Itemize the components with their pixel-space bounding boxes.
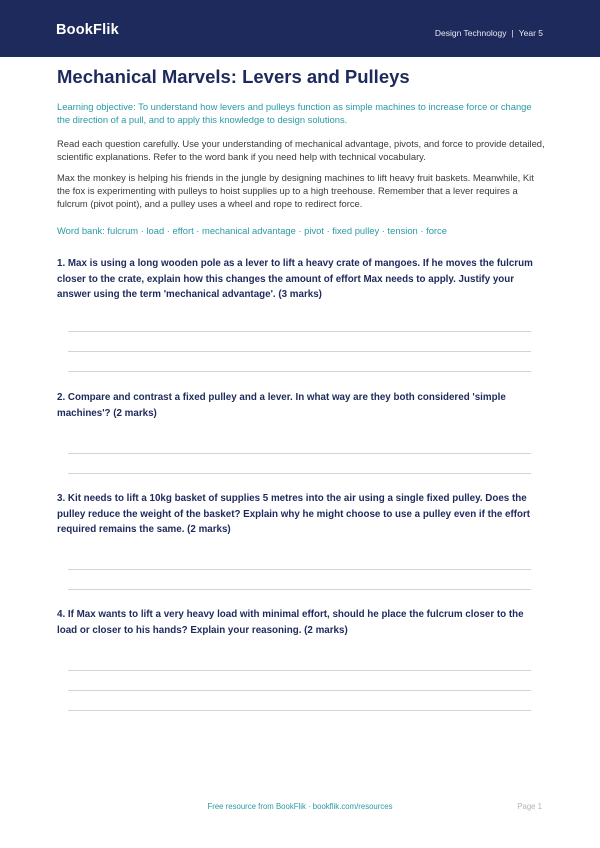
answer-line[interactable]: [68, 473, 531, 474]
story-paragraph: Max the monkey is helping his friends in the jungle by designing machines to lift heavy fruit baskets. Meanwhile, Kit the fox is experimenting with pulleys to hoist supplies up to a high treehouse. Remember that a lever requires a fulcrum (pivot point), and a pulley uses a wheel and rope to redirect force.: [57, 172, 534, 209]
answer-line[interactable]: [68, 351, 531, 352]
brand-logo: BookFlik: [56, 22, 119, 38]
question-2: 2. Compare and contrast a fixed pulley and a lever. In what way are they both considered 'simple machines'? (2 marks): [57, 392, 506, 419]
learning-objective: Learning objective: To understand how levers and pulleys function as simple machines to increase force or change the direction of a pull, and to apply this knowledge to design solutions.: [57, 101, 532, 125]
instructions-paragraph: Read each question carefully. Use your understanding of mechanical advantage, pivots, and force to provide detailed, scientific explanations. Refer to the word bank if you need help with technical vocabulary.: [57, 138, 545, 162]
answer-line[interactable]: [68, 331, 531, 332]
year-label: Year 5: [518, 28, 543, 38]
question-4: 4. If Max wants to lift a very heavy load with minimal effort, should he place the fulcrum closer to the load or closer to his hands? Explain your reasoning. (2 marks): [57, 609, 524, 636]
page-number: Page 1: [517, 802, 542, 811]
header-bar: [0, 0, 600, 57]
answer-line[interactable]: [68, 589, 531, 590]
question-1: 1. Max is using a long wooden pole as a lever to lift a heavy crate of mangoes. If he moves the fulcrum closer to the crate, explain how this changes the amount of effort Max needs to apply. Justify your answer using the term 'mechanical advantage'. (3 marks): [57, 258, 533, 300]
answer-line[interactable]: [68, 569, 531, 570]
footer-resource-link[interactable]: Free resource from BookFlik · bookflik.com/resources: [207, 802, 393, 811]
answer-line[interactable]: [68, 670, 531, 671]
answer-line[interactable]: [68, 690, 531, 691]
subject-label: Design Technology: [434, 28, 507, 38]
page-title: Mechanical Marvels: Levers and Pulleys: [57, 66, 410, 87]
answer-line[interactable]: [68, 710, 531, 711]
word-bank: Word bank: fulcrum · load · effort · mechanical advantage · pivot · fixed pulley · tension · force: [57, 225, 447, 236]
answer-line[interactable]: [68, 453, 531, 454]
question-3: 3. Kit needs to lift a 10kg basket of supplies 5 metres into the air using a single fixed pulley. Does the pulley reduce the weight of the basket? Explain why he might choose to use a pulley even if the effort required remains the same. (2 marks): [57, 493, 531, 535]
answer-line[interactable]: [68, 371, 531, 372]
header-meta: [435, 28, 543, 38]
meta-separator: |: [511, 28, 514, 38]
